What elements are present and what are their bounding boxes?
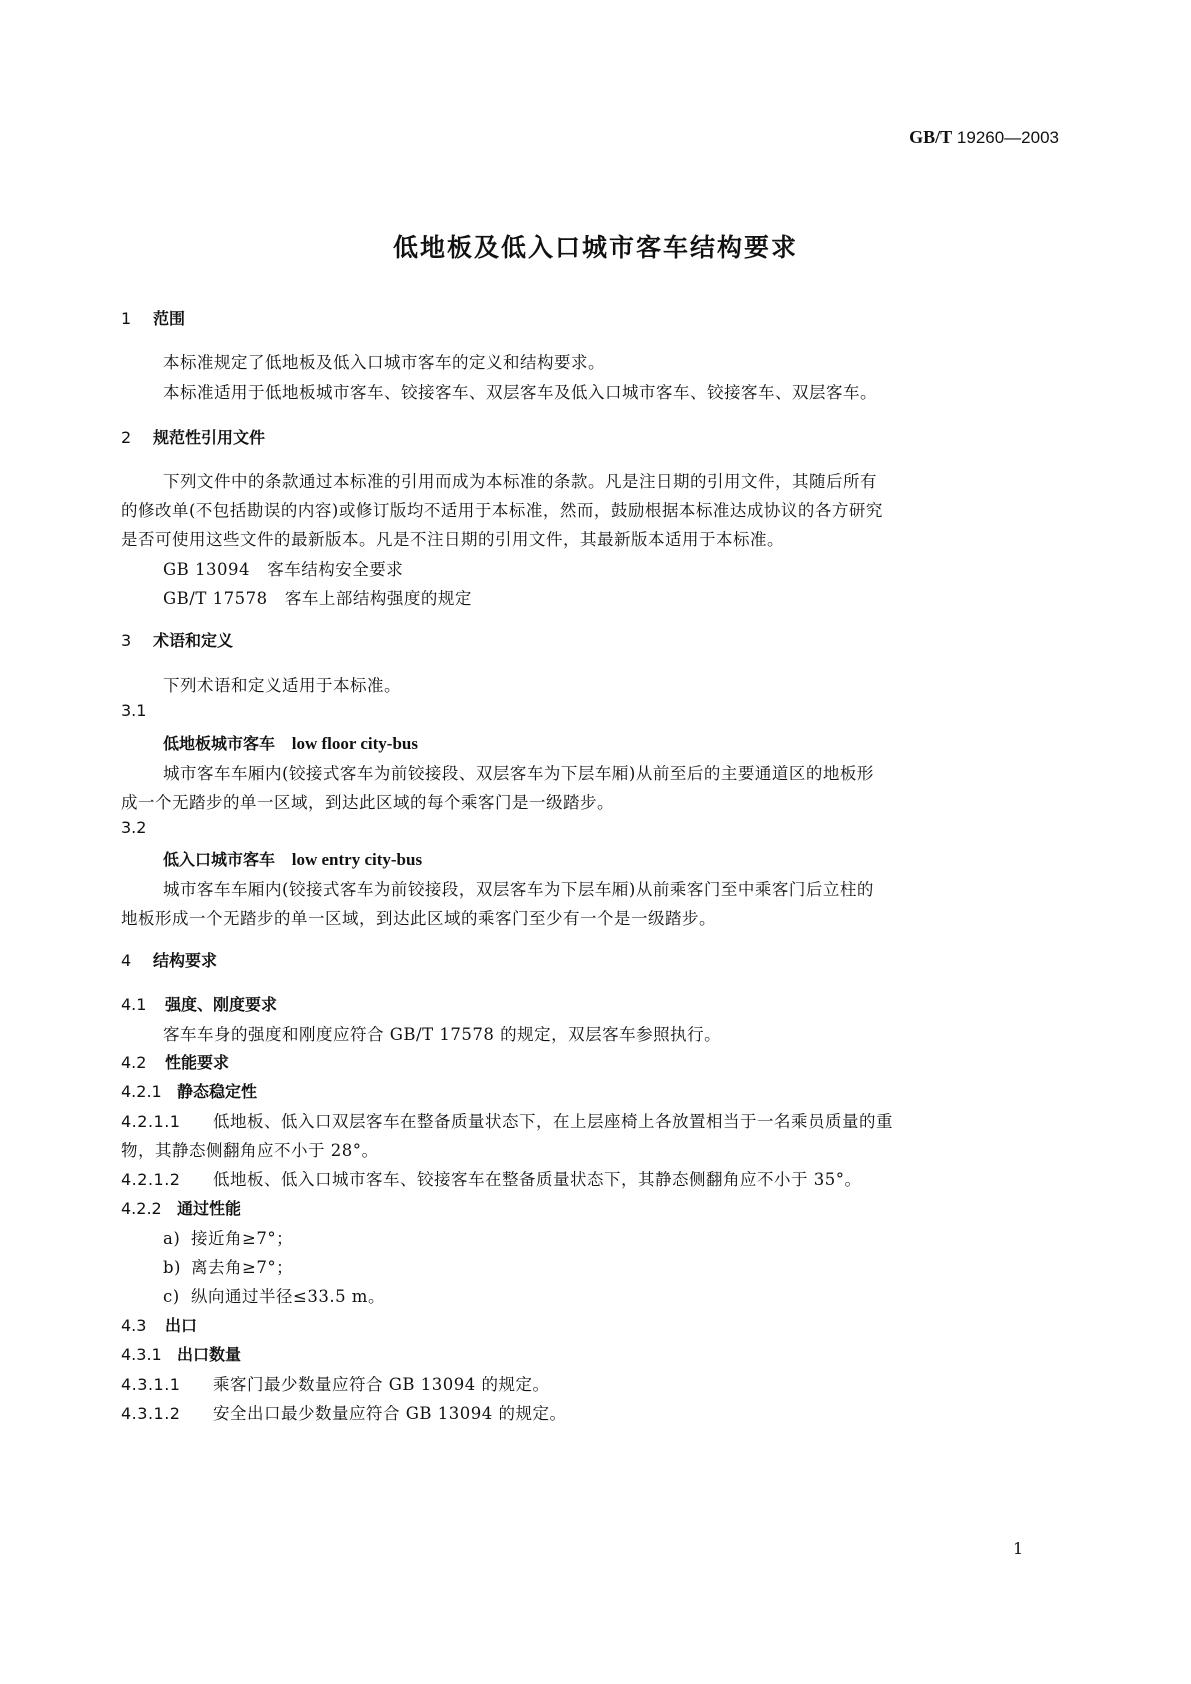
subsection-number: 4.3.1 bbox=[121, 1345, 162, 1364]
standard-prefix: GB/T bbox=[909, 127, 953, 147]
paragraph: 客车车身的强度和刚度应符合 GB/T 17578 的规定，双层客车参照执行。 bbox=[163, 1025, 722, 1044]
standard-number bbox=[909, 127, 1059, 148]
term-definition: 成一个无踏步的单一区域，到达此区域的每个乘客门是一级踏步。 bbox=[121, 793, 614, 812]
subsection-title: 静态稳定性 bbox=[177, 1082, 258, 1101]
section-title: 范围 bbox=[153, 309, 186, 328]
list-label: b) bbox=[163, 1258, 181, 1277]
subsection-heading-4-3 bbox=[121, 1313, 197, 1336]
section-heading-3 bbox=[121, 628, 233, 651]
section-heading-1 bbox=[121, 306, 185, 329]
term-definition: 地板形成一个无踏步的单一区域，到达此区域的乘客门至少有一个是一级踏步。 bbox=[121, 909, 716, 928]
clause-text-continued: 物，其静态侧翻角应不小于 28°。 bbox=[121, 1141, 379, 1160]
subsection-number: 4.1 bbox=[121, 995, 147, 1014]
clause-4-3-1-2 bbox=[121, 1400, 567, 1424]
subsection-title: 性能要求 bbox=[165, 1053, 230, 1072]
subsection-heading-4-2-2 bbox=[121, 1196, 241, 1219]
clause-number: 4.3.1.1 bbox=[121, 1375, 181, 1394]
section-title: 术语和定义 bbox=[153, 631, 234, 650]
subsection-heading-4-2 bbox=[121, 1050, 229, 1073]
term-en: low entry city-bus bbox=[291, 850, 423, 869]
reference-code: GB/T 17578 bbox=[163, 589, 268, 608]
subsection-number: 4.3 bbox=[121, 1316, 147, 1335]
subsection-number: 4.2.2 bbox=[121, 1199, 162, 1218]
reference-item bbox=[163, 585, 472, 609]
clause-number: 4.3.1.2 bbox=[121, 1404, 181, 1423]
section-heading-2 bbox=[121, 425, 265, 448]
subsection-title: 出口数量 bbox=[177, 1345, 242, 1364]
clause-4-2-1-2 bbox=[121, 1166, 862, 1190]
section-number: 4 bbox=[121, 951, 132, 970]
term-definition: 城市客车车厢内(铰接式客车为前铰接段，双层客车为下层车厢)从前乘客门至中乘客门后立柱的 bbox=[163, 880, 874, 899]
standard-code: 19260—2003 bbox=[956, 128, 1059, 147]
section-number: 3 bbox=[121, 631, 132, 650]
section-number: 1 bbox=[121, 309, 132, 328]
clause-4-3-1-1 bbox=[121, 1371, 550, 1395]
section-title: 结构要求 bbox=[153, 951, 218, 970]
reference-name: 客车上部结构强度的规定 bbox=[284, 589, 472, 608]
list-text: 离去角≥7°； bbox=[191, 1258, 294, 1277]
list-item bbox=[163, 1283, 385, 1307]
paragraph: 本标准规定了低地板及低入口城市客车的定义和结构要求。 bbox=[163, 353, 605, 372]
paragraph-line: 下列文件中的条款通过本标准的引用而成为本标准的条款。凡是注日期的引用文件，其随后所有 bbox=[163, 472, 877, 491]
subsection-number: 4.2.1 bbox=[121, 1082, 162, 1101]
list-text: 接近角≥7°； bbox=[191, 1229, 294, 1248]
list-text: 纵向通过半径≤33.5 m。 bbox=[191, 1287, 385, 1306]
reference-code: GB 13094 bbox=[163, 560, 251, 579]
subsection-heading-4-2-1 bbox=[121, 1079, 257, 1102]
subsection-heading-4-3-1 bbox=[121, 1342, 241, 1365]
list-item bbox=[163, 1225, 293, 1249]
term-definition: 城市客车车厢内(铰接式客车为前铰接段、双层客车为下层车厢)从前至后的主要通道区的地板形 bbox=[163, 764, 874, 783]
term-number: 3.2 bbox=[121, 818, 147, 837]
term-heading bbox=[163, 731, 418, 754]
paragraph-line: 是否可使用这些文件的最新版本。凡是不注日期的引用文件，其最新版本适用于本标准。 bbox=[121, 530, 784, 549]
clause-number: 4.2.1.1 bbox=[121, 1112, 181, 1131]
paragraph: 本标准适用于低地板城市客车、铰接客车、双层客车及低入口城市客车、铰接客车、双层客车。 bbox=[163, 383, 877, 402]
document-title: 低地板及低入口城市客车结构要求 bbox=[392, 233, 798, 262]
list-label: a) bbox=[163, 1229, 181, 1248]
clause-text: 低地板、低入口城市客车、铰接客车在整备质量状态下，其静态侧翻角应不小于 35°。 bbox=[213, 1170, 862, 1189]
subsection-heading-4-1 bbox=[121, 992, 277, 1015]
clause-text: 乘客门最少数量应符合 GB 13094 的规定。 bbox=[213, 1375, 550, 1394]
subsection-title: 出口 bbox=[165, 1316, 198, 1335]
subsection-title: 通过性能 bbox=[177, 1199, 242, 1218]
section-number: 2 bbox=[121, 428, 132, 447]
reference-name: 客车结构安全要求 bbox=[267, 560, 404, 579]
page-number: 1 bbox=[1013, 1539, 1024, 1558]
subsection-title: 强度、刚度要求 bbox=[165, 995, 278, 1014]
term-number: 3.1 bbox=[121, 701, 147, 720]
paragraph: 下列术语和定义适用于本标准。 bbox=[163, 676, 401, 695]
section-heading-4 bbox=[121, 948, 217, 971]
paragraph-line: 的修改单(不包括勘误的内容)或修订版均不适用于本标准，然而，鼓励根据本标准达成协议的各方研究 bbox=[121, 501, 883, 520]
clause-4-2-1-1 bbox=[121, 1108, 893, 1132]
clause-text: 低地板、低入口双层客车在整备质量状态下，在上层座椅上各放置相当于一名乘员质量的重 bbox=[213, 1112, 893, 1131]
term-zh: 低地板城市客车 bbox=[163, 734, 276, 753]
clause-number: 4.2.1.2 bbox=[121, 1170, 181, 1189]
clause-text: 安全出口最少数量应符合 GB 13094 的规定。 bbox=[213, 1404, 567, 1423]
term-en: low floor city-bus bbox=[291, 734, 418, 753]
subsection-number: 4.2 bbox=[121, 1053, 147, 1072]
reference-item bbox=[163, 556, 403, 580]
list-item bbox=[163, 1254, 293, 1278]
section-title: 规范性引用文件 bbox=[153, 428, 266, 447]
list-label: c) bbox=[163, 1287, 180, 1306]
term-zh: 低入口城市客车 bbox=[163, 850, 276, 869]
term-heading bbox=[163, 847, 422, 870]
